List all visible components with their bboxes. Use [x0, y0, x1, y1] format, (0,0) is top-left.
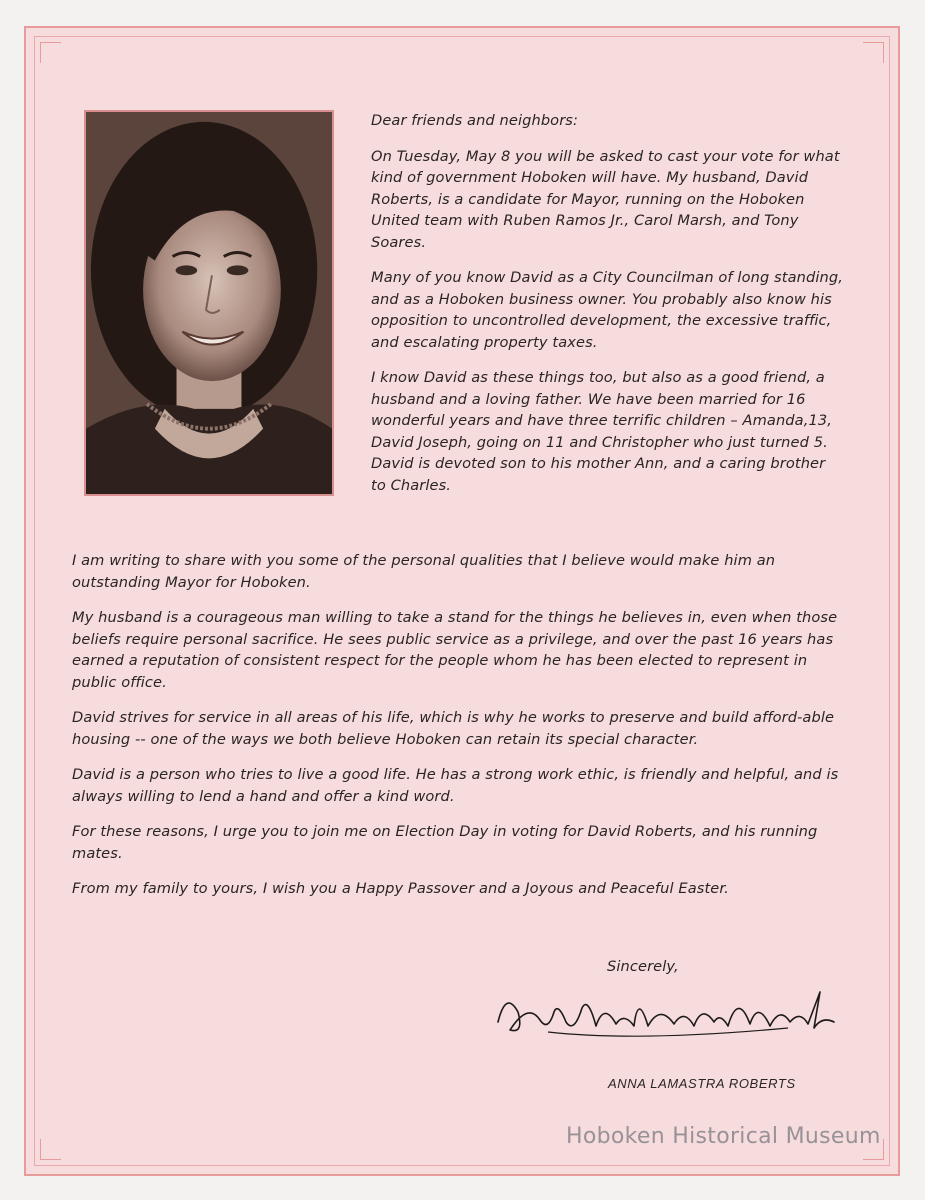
paragraph: From my family to yours, I wish you a Happy Passover and a Joyous and Peaceful Easter. [72, 880, 729, 897]
paragraph: My husband is a courageous man willing to take a stand for the things he believes in, even when those beliefs require personal sacrifice. He sees public service as a privilege, and over the past 16 years has earned a reputation of consistent respect for the people whom he has been elected to represent in public office. [72, 609, 838, 691]
paragraph: I know David as these things too, but also as a good friend, a husband and a loving father. We have been married for 16 wonderful years and have three terrific children – Amanda,13, David Joseph, going on 11 and Christopher who just turned 5. David is devoted son to his mother Ann, and a caring brother to Charles. [371, 369, 832, 494]
paragraph: Many of you know David as a City Councilman of long standing, and as a Hoboken business owner. You probably also know his opposition to uncontrolled development, the excessive traffic, and escalating property taxes. [371, 269, 843, 351]
paragraph: On Tuesday, May 8 you will be asked to cast your vote for what kind of government Hoboken will have. My husband, David Roberts, is a candidate for Mayor, running on the Hoboken United team with Ruben Ramos Jr., Carol Marsh, and Tony Soares. [371, 147, 840, 251]
portrait-photo [84, 110, 334, 496]
handwritten-signature [488, 982, 848, 1054]
corner-ornament [40, 42, 61, 63]
paragraph: I am writing to share with you some of the personal qualities that I believe would make him an outstanding Mayor for Hoboken. [72, 552, 776, 591]
paragraph: David is a person who tries to live a good life. He has a strong work ethic, is friendly and helpful, and is always willing to lend a hand and offer a kind word. [72, 766, 839, 805]
museum-watermark: Hoboken Historical Museum [566, 1124, 881, 1149]
corner-ornament [863, 42, 884, 63]
printed-name: ANNA LAMASTRA ROBERTS [608, 1076, 796, 1091]
paragraph: David strives for service in all areas of his life, which is why he works to preserve and build afford-able housing -- one of the ways we both believe Hoboken can retain its special character. [72, 709, 835, 748]
corner-ornament [40, 1139, 61, 1160]
salutation: Dear friends and neighbors: [371, 112, 579, 129]
letter-body [72, 550, 847, 914]
closing: Sincerely, [607, 958, 679, 975]
letter-intro-column [371, 110, 843, 510]
paragraph: For these reasons, I urge you to join me on Election Day in voting for David Roberts, and his running mates. [72, 823, 818, 862]
